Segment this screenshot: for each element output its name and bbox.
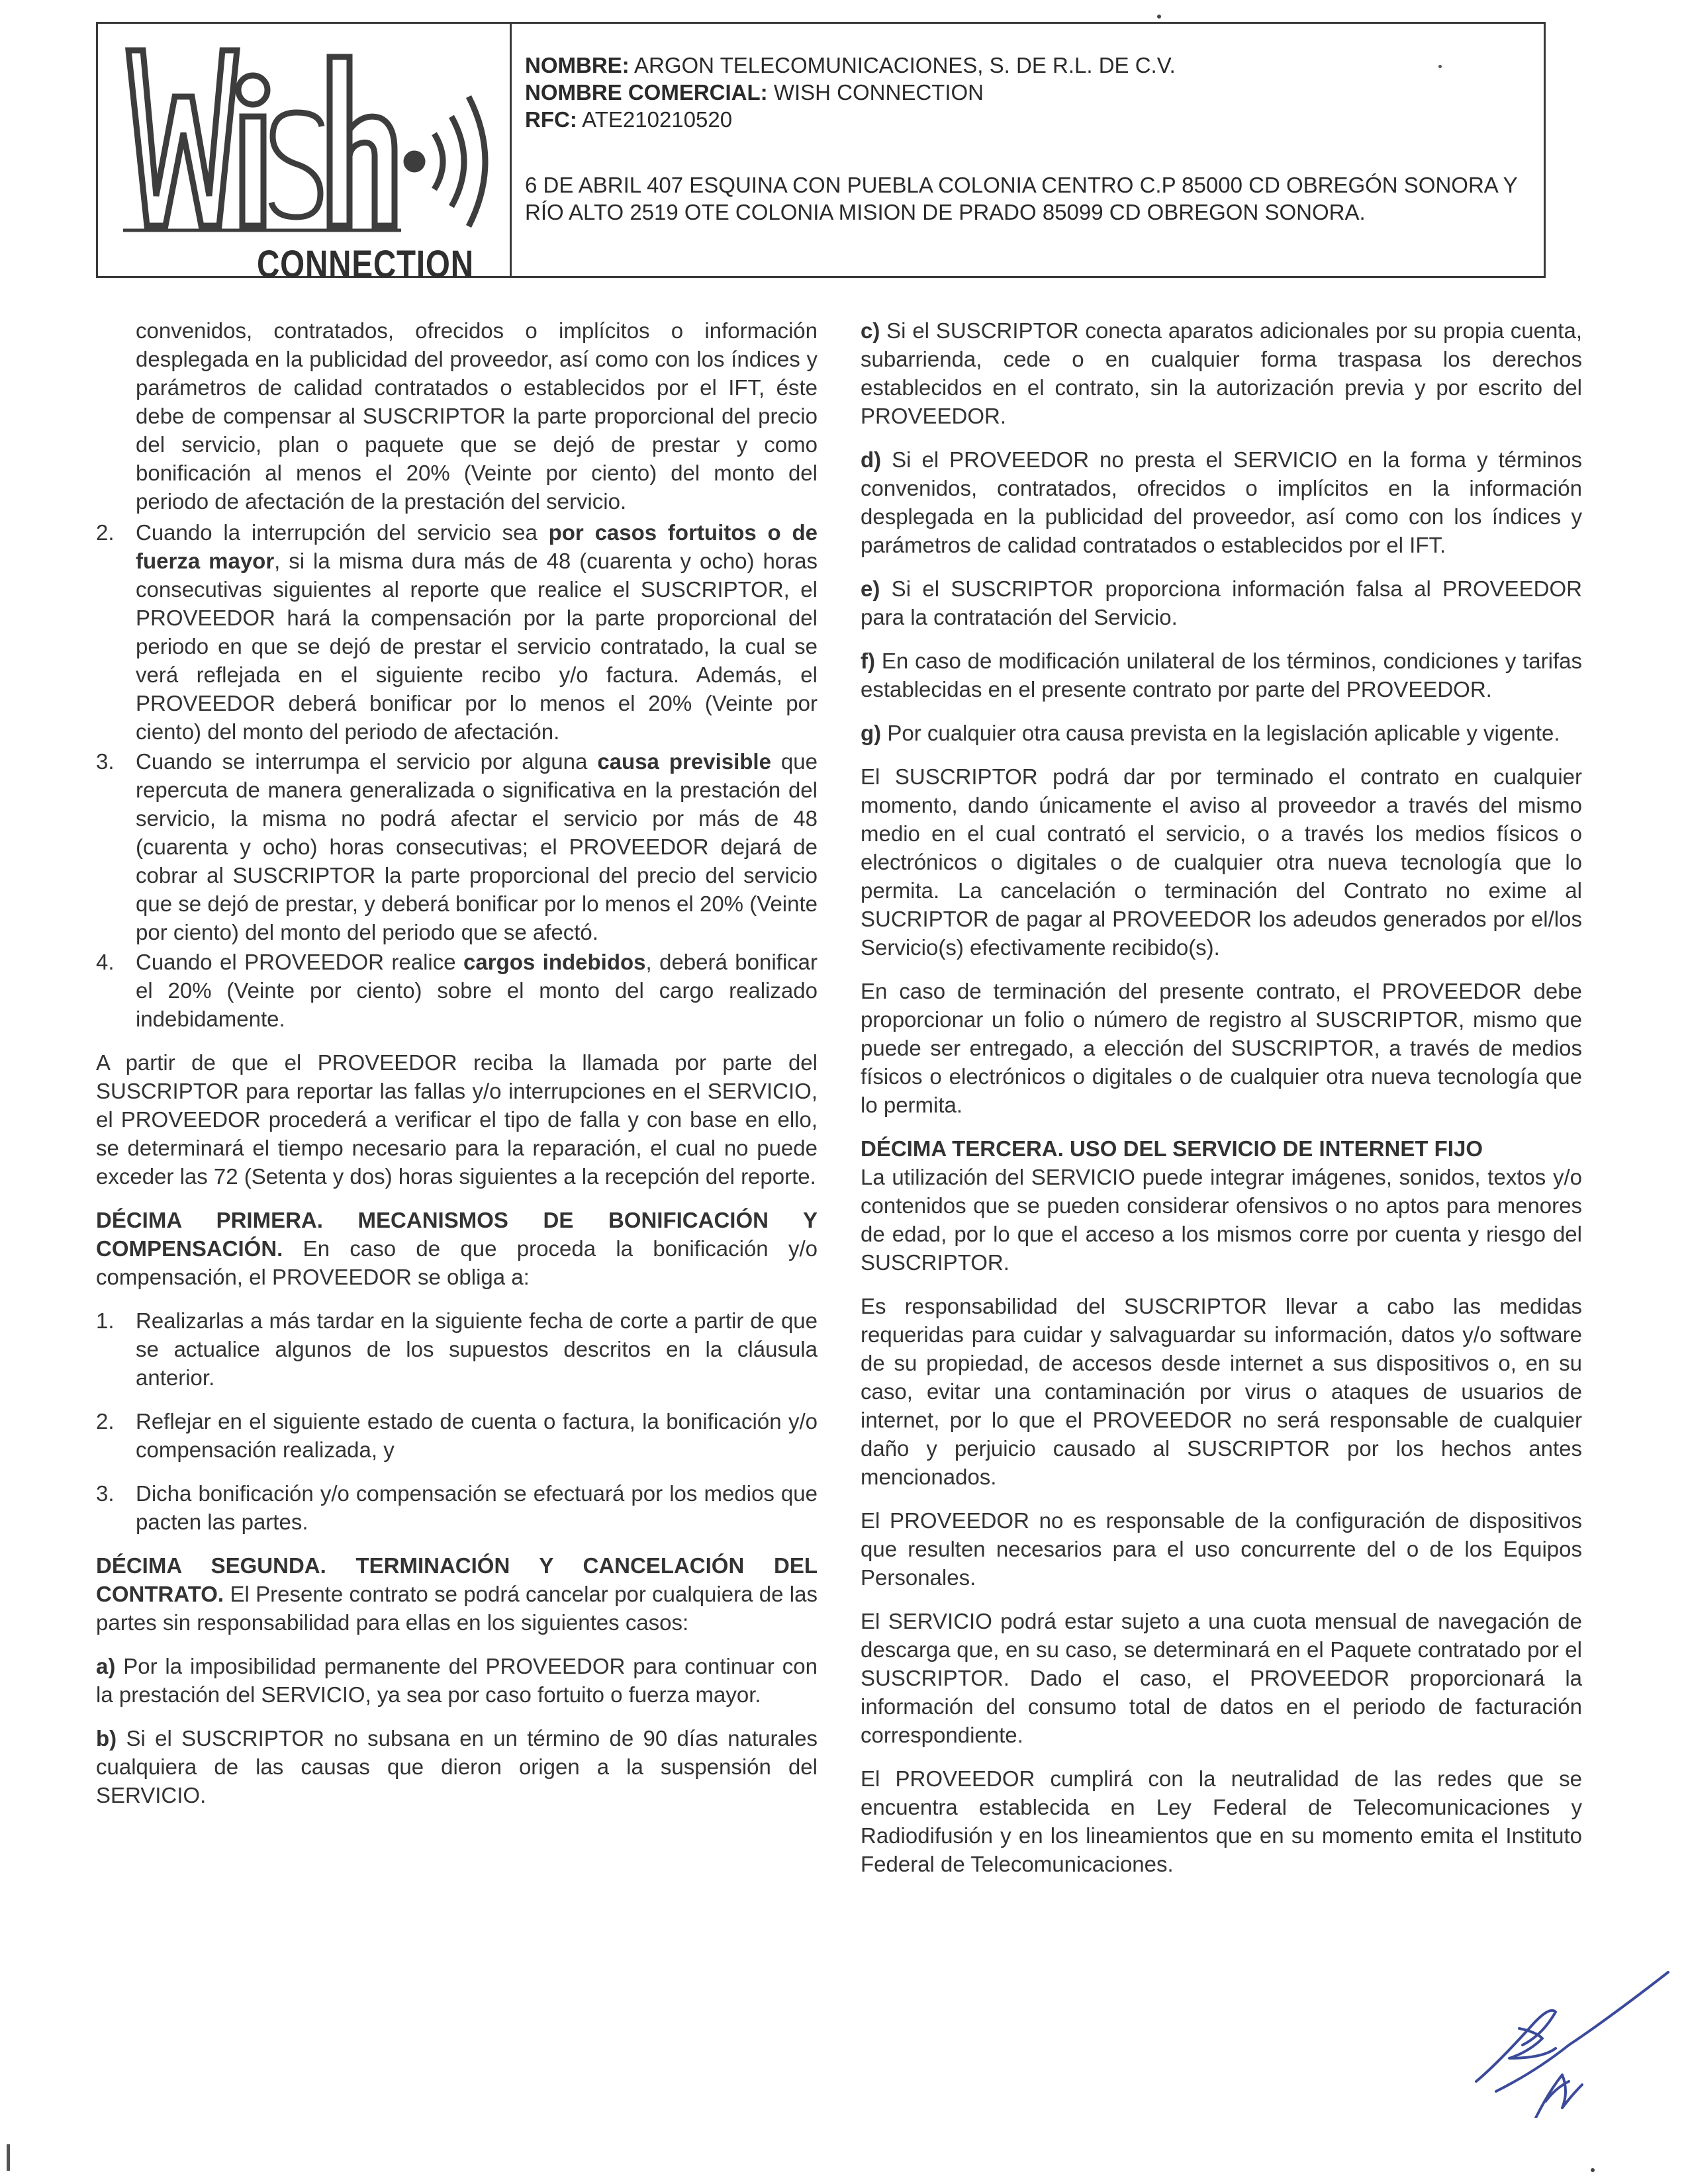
left-column (96, 316, 818, 1825)
configuration-paragraph: El PROVEEDOR no es responsable de la configuración de dispositivos que resulten necesarios para el uso concurrente del o de los Equipos Personales. (861, 1508, 1582, 1590)
list-text: Cuando se interrumpa el servicio por alguna causa previsible que repercuta de manera generalizada o significativa en la prestación del servicio, la misma no podrá afectar el servicio por más de 48 (cuarenta y ocho) horas consecutivas; el PROVEEDOR dejará de cobrar al SUSCRIPTOR la parte proporcional del precio del servicio que se dejó de prestar, y deberá bonificar por lo menos el 20% (Veinte por ciento) del monto del periodo que se afectó. (136, 749, 818, 944)
nombre-line (525, 52, 1531, 79)
case-b: b) Si el SUSCRIPTOR no subsana en un término de 90 días naturales cualquiera de las causas que dieron origen a la suspensión del SERVICIO. (96, 1726, 818, 1807)
company-header-box (96, 22, 1546, 286)
termination-paragraph: El SUSCRIPTOR podrá dar por terminado el contrato en cualquier momento, dando únicamente el aviso al proveedor a través del mismo medio en el cual contrató el servicio, o a través los medios físicos o electrónicos o digitales o de cualquier otra nueva tecnología que lo permita. La cancelación o terminación del Contrato no exime al SUCRIPTOR de pagar al PROVEEDOR los adeudos generados por el/los Servicio(s) efectivamente recibido(s). (861, 764, 1582, 960)
list-number: 2. (96, 520, 115, 545)
list-number: 1. (96, 1308, 115, 1333)
wish-logo (123, 44, 494, 236)
list-item (96, 1479, 818, 1536)
folio-paragraph: En caso de terminación del presente contrato, el PROVEEDOR debe proporcionar un folio o número de registro al SUSCRIPTOR, mismo que puede ser entregado, a elección del SUSCRIPTOR, a través de medios físicos o electrónicos o digitales o de cualquier otra nueva tecnología que lo permita. (861, 979, 1582, 1117)
list-item (96, 1407, 818, 1464)
clause-twelfth: DÉCIMA SEGUNDA. TERMINACIÓN Y CANCELACIÓN DEL CONTRATO. El Presente contrato se podrá cancelar por cualquiera de las partes sin responsabilidad para ellas en los siguientes casos: (96, 1553, 818, 1635)
case-e: e) Si el SUSCRIPTOR proporciona información falsa al PROVEEDOR para la contratación del Servicio. (861, 576, 1582, 629)
clause-eleventh: DÉCIMA PRIMERA. MECANISMOS DE BONIFICACIÓN Y COMPENSACIÓN. En caso de que proceda la bonificación y/o compensación, el PROVEEDOR se obliga a: (96, 1208, 818, 1289)
compensation-list (96, 1306, 818, 1536)
clause-heading: DÉCIMA TERCERA. USO DEL SERVICIO DE INTERNET FIJO (861, 1136, 1483, 1161)
rfc-line (525, 106, 1531, 133)
list-item (96, 948, 818, 1033)
company-info (525, 52, 1531, 226)
interruption-list (96, 518, 818, 1033)
list-number: 4. (96, 950, 115, 974)
clause-heading: DÉCIMA SEGUNDA. TERMINACIÓN Y CANCELACIÓN DEL CONTRATO. (96, 1553, 818, 1606)
list-number: 3. (96, 749, 115, 774)
list-text: Dicha bonificación y/o compensación se efectuará por los medios que pacten las partes. (136, 1481, 818, 1534)
case-c: c) Si el SUSCRIPTOR conecta aparatos adicionales por su propia cuenta, subarrienda, cede o en cualquier forma traspasa los derechos establecidos en el contrato, sin la autorización previa y por escrito del PROVEEDOR. (861, 318, 1582, 428)
case-d: d) Si el PROVEEDOR no presta el SERVICIO en la forma y términos convenidos, contratados, ofrecidos o implícitos en la información desplegada en la publicidad del proveedor, así como con los índices y parámetros de calidad contratados o establecidos por el IFT. (861, 447, 1582, 557)
list-text: Realizarlas a más tardar en la siguiente fecha de corte a partir de que se actualice algunos de los supuestos descritos en la cláusula anterior. (136, 1308, 818, 1390)
list-number: 2. (96, 1409, 115, 1433)
case-a: a) Por la imposibilidad permanente del PROVEEDOR para continuar con la prestación del SERVICIO, ya sea por caso fortuito o fuerza mayor. (96, 1654, 818, 1707)
comercial-label: NOMBRE COMERCIAL: (525, 80, 768, 105)
continued-paragraph: convenidos, contratados, ofrecidos o implícitos o información desplegada en la publicidad del proveedor, así como con los índices y parámetros de calidad contratados o establecidos por el IFT, éste debe de compensar al SUSCRIPTOR la parte proporcional del precio del servicio, plan o paquete que se dejó de prestar y como bonificación al menos el 20% (Veinte por ciento) del monto del periodo de afectación de la prestación del servicio. (136, 318, 818, 514)
list-text: Reflejar en el siguiente estado de cuenta o factura, la bonificación y/o compensación realizada, y (136, 1409, 818, 1462)
scan-speck (1157, 15, 1161, 19)
handwritten-signature (1456, 1966, 1675, 2118)
nombre-label: NOMBRE: (525, 53, 630, 77)
scan-speck (1591, 2168, 1595, 2172)
rfc-label: RFC: (525, 107, 577, 132)
rfc-value: ATE210210520 (577, 107, 733, 132)
clause-heading: DÉCIMA PRIMERA. MECANISMOS DE BONIFICACIÓN Y COMPENSACIÓN. (96, 1208, 818, 1261)
clause-thirteenth: DÉCIMA TERCERA. USO DEL SERVICIO DE INTERNET FIJO La utilización del SERVICIO puede integrar imágenes, sonidos, textos y/o contenidos que se pueden considerar ofensivos o no aptos para menores de edad, por lo que el acceso a los mismos corre por cuenta y riesgo del SUSCRIPTOR. (861, 1134, 1582, 1277)
quota-paragraph: El SERVICIO podrá estar sujeto a una cuota mensual de navegación de descarga que, en su caso, se determinará en el Paquete contratado por el SUSCRIPTOR. Dado el caso, el PROVEEDOR proporcionará la información del consumo total de datos en el periodo de facturación correspondiente. (861, 1609, 1582, 1747)
list-text: Cuando el PROVEEDOR realice cargos indebidos, deberá bonificar el 20% (Veinte por ciento) sobre el monto del cargo realizado indebidamente. (136, 950, 818, 1031)
comercial-value: WISH CONNECTION (767, 80, 984, 105)
company-address: 6 DE ABRIL 407 ESQUINA CON PUEBLA COLONIA CENTRO C.P 85000 CD OBREGÓN SONORA Y RÍO ALTO 2519 OTE COLONIA MISION DE PRADO 85099 CD OBREGON SONORA. (525, 173, 1517, 224)
list-text: Cuando la interrupción del servicio sea por casos fortuitos o de fuerza mayor, si la misma dura más de 48 (cuarenta y ocho) horas consecutivas siguientes al reporte que realice el SUSCRIPTOR, el PROVEEDOR hará la compensación por la parte proporcional del periodo en que se dejó de prestar el servicio contratado, la cual se verá reflejada en el siguiente recibo y/o factura. Además, el PROVEEDOR deberá bonificar por lo menos el 20% (Veinte por ciento) del monto del periodo de afectación. (136, 520, 818, 744)
scan-edge-mark (7, 2144, 10, 2171)
neutrality-paragraph: El PROVEEDOR cumplirá con la neutralidad de las redes que se encuentra establecida en Ley Federal de Telecomunicaciones y Radiodifusión y en los lineamientos que en su momento emita el Instituto Federal de Telecomunicaciones. (861, 1766, 1582, 1876)
logo-cell (98, 24, 512, 286)
nombre-value: ARGON TELECOMUNICACIONES, S. DE R.L. DE C.V. (629, 53, 1176, 77)
list-item (96, 1306, 818, 1392)
case-f: f) En caso de modificación unilateral de los términos, condiciones y tarifas establecidas en el presente contrato por parte del PROVEEDOR. (861, 649, 1582, 702)
case-g: g) Por cualquier otra causa prevista en la legislación aplicable y vigente. (861, 721, 1560, 745)
list-item (96, 518, 818, 746)
list-number: 3. (96, 1481, 115, 1506)
nombre-comercial-line (525, 79, 1531, 106)
responsibility-paragraph: Es responsabilidad del SUSCRIPTOR llevar a cabo las medidas requeridas para cuidar y salvaguardar su información, datos y/o software de su propiedad, de accesos desde internet a sus dispositivos o, en su caso, evitar una contaminación por virus o ataques de usuarios de internet, por lo que el PROVEEDOR no será responsable de cualquier daño y perjuicio causado al SUSCRIPTOR por los hechos antes mencionados. (861, 1294, 1582, 1489)
right-column (861, 316, 1582, 1893)
logo-connection-text: CONNECTION (257, 243, 474, 286)
list-item (96, 747, 818, 946)
repair-time-paragraph: A partir de que el PROVEEDOR reciba la llamada por parte del SUSCRIPTOR para reportar las fallas y/o interrupciones en el SERVICIO, el PROVEEDOR procederá a verificar el tipo de falla y con base en ello, se determinará el tiempo necesario para la reparación, el cual no puede exceder las 72 (Setenta y dos) horas siguientes a la recepción del reporte. (96, 1050, 818, 1189)
